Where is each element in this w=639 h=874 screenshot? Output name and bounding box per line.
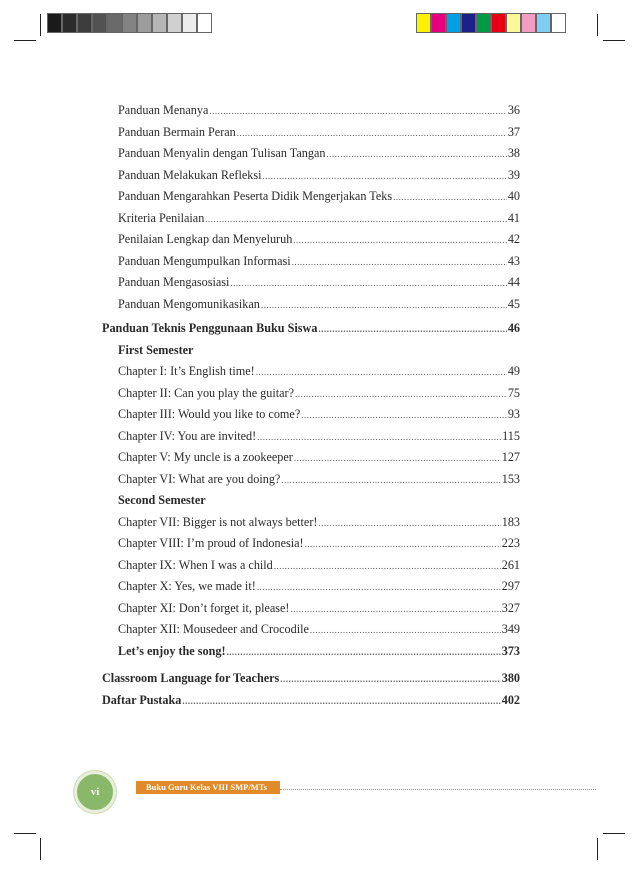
toc-leader-dots	[290, 599, 500, 621]
toc-leader-dots	[182, 691, 500, 713]
toc-leader-dots	[205, 209, 507, 231]
toc-entry-title: Chapter VI: What are you doing?	[118, 471, 281, 486]
toc-leader-dots	[293, 230, 507, 252]
toc-entry-title: Daftar Pustaka	[102, 692, 182, 707]
crop-mark	[14, 833, 36, 834]
toc-entry-title: Chapter IV: You are invited!	[118, 428, 257, 443]
toc-entry	[102, 229, 520, 251]
toc-entry	[102, 361, 520, 383]
toc-entry-page: 42	[507, 232, 520, 246]
toc-entry-title: Panduan Menanya	[118, 103, 209, 117]
toc-entry	[102, 404, 520, 426]
toc-entry-title: Chapter V: My uncle is a zookeeper	[118, 450, 293, 464]
toc-entry-title: Chapter I: It’s English time!	[118, 364, 255, 378]
toc-entry-page: 75	[507, 385, 520, 400]
toc-section-heading: First Semester	[118, 342, 194, 357]
calibration-swatch	[506, 13, 521, 33]
toc-entry-title: Panduan Melakukan Refleksi	[118, 167, 262, 182]
toc-leader-dots	[227, 642, 501, 664]
toc-entry	[102, 318, 520, 340]
toc-entry-title: Panduan Mengumpulkan Informasi	[118, 253, 291, 268]
calibration-swatch	[77, 13, 92, 33]
toc-entry-page: 46	[507, 321, 520, 335]
toc-section-heading: Second Semester	[118, 493, 206, 507]
toc-entry-title: Chapter XII: Mousedeer and Crocodile	[118, 622, 309, 636]
toc-leader-dots	[256, 362, 507, 384]
calibration-swatch	[152, 13, 167, 33]
toc-entry-page: 93	[507, 407, 520, 421]
toc-entry-title: Classroom Language for Teachers	[102, 671, 280, 685]
crop-mark	[14, 40, 36, 41]
toc-entry-page: 223	[501, 536, 520, 550]
toc-entry	[102, 208, 520, 230]
toc-entry	[102, 555, 520, 577]
calibration-swatch	[476, 13, 491, 33]
calibration-swatch	[521, 13, 536, 33]
toc-leader-dots	[294, 448, 501, 470]
toc-entry-title: Panduan Mengarahkan Peserta Didik Mengerjakan Teks	[118, 189, 393, 203]
toc-entry	[102, 598, 520, 620]
toc-entry	[102, 272, 520, 294]
toc-leader-dots	[310, 620, 501, 642]
toc-entry-page: 49	[507, 364, 520, 378]
toc-leader-dots	[274, 556, 501, 578]
toc-entry-title: Panduan Bermain Peran	[118, 124, 236, 139]
toc-leader-dots	[257, 427, 501, 449]
toc-entry-page: 297	[501, 579, 520, 593]
toc-entry-page: 38	[507, 146, 520, 160]
toc-entry-page: 40	[507, 189, 520, 203]
toc-entry-page: 261	[501, 557, 520, 572]
toc-entry	[102, 690, 520, 712]
toc-entry-page: 183	[501, 514, 520, 529]
toc-entry	[102, 447, 520, 469]
calibration-swatch	[491, 13, 506, 33]
toc-leader-dots	[318, 319, 506, 341]
toc-entry-title: Chapter II: Can you play the guitar?	[118, 385, 294, 400]
grayscale-calibration-bar	[47, 13, 212, 33]
toc-entry-page: 373	[501, 643, 520, 658]
toc-leader-dots	[292, 252, 507, 274]
toc-entry	[102, 469, 520, 491]
calibration-swatch	[197, 13, 212, 33]
calibration-swatch	[446, 13, 461, 33]
footer-dotted-rule	[280, 789, 596, 790]
toc-leader-dots	[318, 513, 500, 535]
calibration-swatch	[431, 13, 446, 33]
toc-entry-title: Panduan Teknis Penggunaan Buku Siswa	[102, 321, 318, 335]
toc-leader-dots	[237, 123, 507, 145]
toc-entry-title: Let’s enjoy the song!	[118, 643, 226, 658]
toc-entry-page: 153	[501, 471, 520, 486]
toc-leader-dots	[326, 144, 506, 166]
calibration-swatch	[122, 13, 137, 33]
crop-mark	[597, 838, 598, 860]
crop-mark	[603, 833, 625, 834]
toc-entry-page: 380	[501, 671, 520, 685]
page-number: vi	[90, 786, 100, 798]
toc-entry-title: Chapter III: Would you like to come?	[118, 407, 301, 421]
toc-leader-dots	[280, 669, 500, 691]
toc-leader-dots	[257, 577, 501, 599]
toc-leader-dots	[393, 187, 507, 209]
toc-entry-title: Chapter XI: Don’t forget it, please!	[118, 600, 290, 615]
toc-entry	[102, 100, 520, 122]
calibration-swatch	[416, 13, 431, 33]
toc-entry	[102, 251, 520, 273]
toc-entry	[102, 641, 520, 663]
crop-mark	[40, 838, 41, 860]
toc-entry-page: 37	[507, 124, 520, 139]
toc-leader-dots	[263, 166, 507, 188]
toc-entry-page: 44	[507, 275, 520, 289]
toc-entry	[102, 186, 520, 208]
calibration-swatch	[107, 13, 122, 33]
toc-entry-page: 327	[501, 600, 520, 615]
toc-entry-title: Penilaian Lengkap dan Menyeluruh	[118, 232, 293, 246]
calibration-swatch	[92, 13, 107, 33]
toc-leader-dots	[305, 534, 501, 556]
toc-entry	[102, 426, 520, 448]
toc-entry-page: 349	[501, 622, 520, 636]
calibration-swatch	[47, 13, 62, 33]
crop-mark	[597, 14, 598, 36]
toc-entry	[102, 122, 520, 144]
crop-mark	[40, 14, 41, 36]
toc-entry	[102, 576, 520, 598]
toc-entry	[102, 165, 520, 187]
toc-entry-title: Kriteria Penilaian	[118, 210, 205, 225]
toc-entry-title: Chapter VII: Bigger is not always better!	[118, 514, 318, 529]
toc-leader-dots	[209, 101, 506, 123]
page-number-badge	[74, 771, 116, 813]
toc-entry-page: 39	[507, 167, 520, 182]
toc-entry-title: Panduan Mengasosiasi	[118, 275, 230, 289]
book-title-band: Buku Guru Kelas VIII SMP/MTs	[136, 781, 280, 794]
toc-leader-dots	[301, 405, 507, 427]
table-of-contents	[102, 100, 520, 711]
toc-entry	[102, 383, 520, 405]
calibration-swatch	[461, 13, 476, 33]
crop-mark	[603, 40, 625, 41]
calibration-swatch	[137, 13, 152, 33]
calibration-swatch	[62, 13, 77, 33]
toc-leader-dots	[281, 470, 500, 492]
calibration-swatch	[182, 13, 197, 33]
toc-leader-dots	[261, 295, 507, 317]
toc-entry-title: Panduan Mengomunikasikan	[118, 296, 260, 311]
toc-entry-page: 43	[507, 253, 520, 268]
toc-entry-title: Chapter IX: When I was a child	[118, 557, 273, 572]
color-calibration-bar	[416, 13, 566, 33]
toc-entry-title: Chapter VIII: I’m proud of Indonesia!	[118, 536, 304, 550]
toc-entry	[102, 512, 520, 534]
toc-leader-dots	[230, 273, 506, 295]
toc-entry-title: Chapter X: Yes, we made it!	[118, 579, 256, 593]
toc-entry-page: 41	[507, 210, 520, 225]
toc-entry-title: Panduan Menyalin dengan Tulisan Tangan	[118, 146, 326, 160]
toc-entry-page: 402	[501, 692, 520, 707]
toc-entry-page: 45	[507, 296, 520, 311]
toc-entry	[102, 294, 520, 316]
calibration-swatch	[536, 13, 551, 33]
toc-entry	[102, 668, 520, 690]
calibration-swatch	[551, 13, 566, 33]
toc-entry-page: 36	[507, 103, 520, 117]
toc-leader-dots	[295, 384, 507, 406]
toc-entry	[102, 619, 520, 641]
toc-entry	[102, 533, 520, 555]
toc-entry	[102, 143, 520, 165]
calibration-swatch	[167, 13, 182, 33]
toc-entry-page: 127	[501, 450, 520, 464]
toc-entry-page: 115	[502, 428, 520, 443]
